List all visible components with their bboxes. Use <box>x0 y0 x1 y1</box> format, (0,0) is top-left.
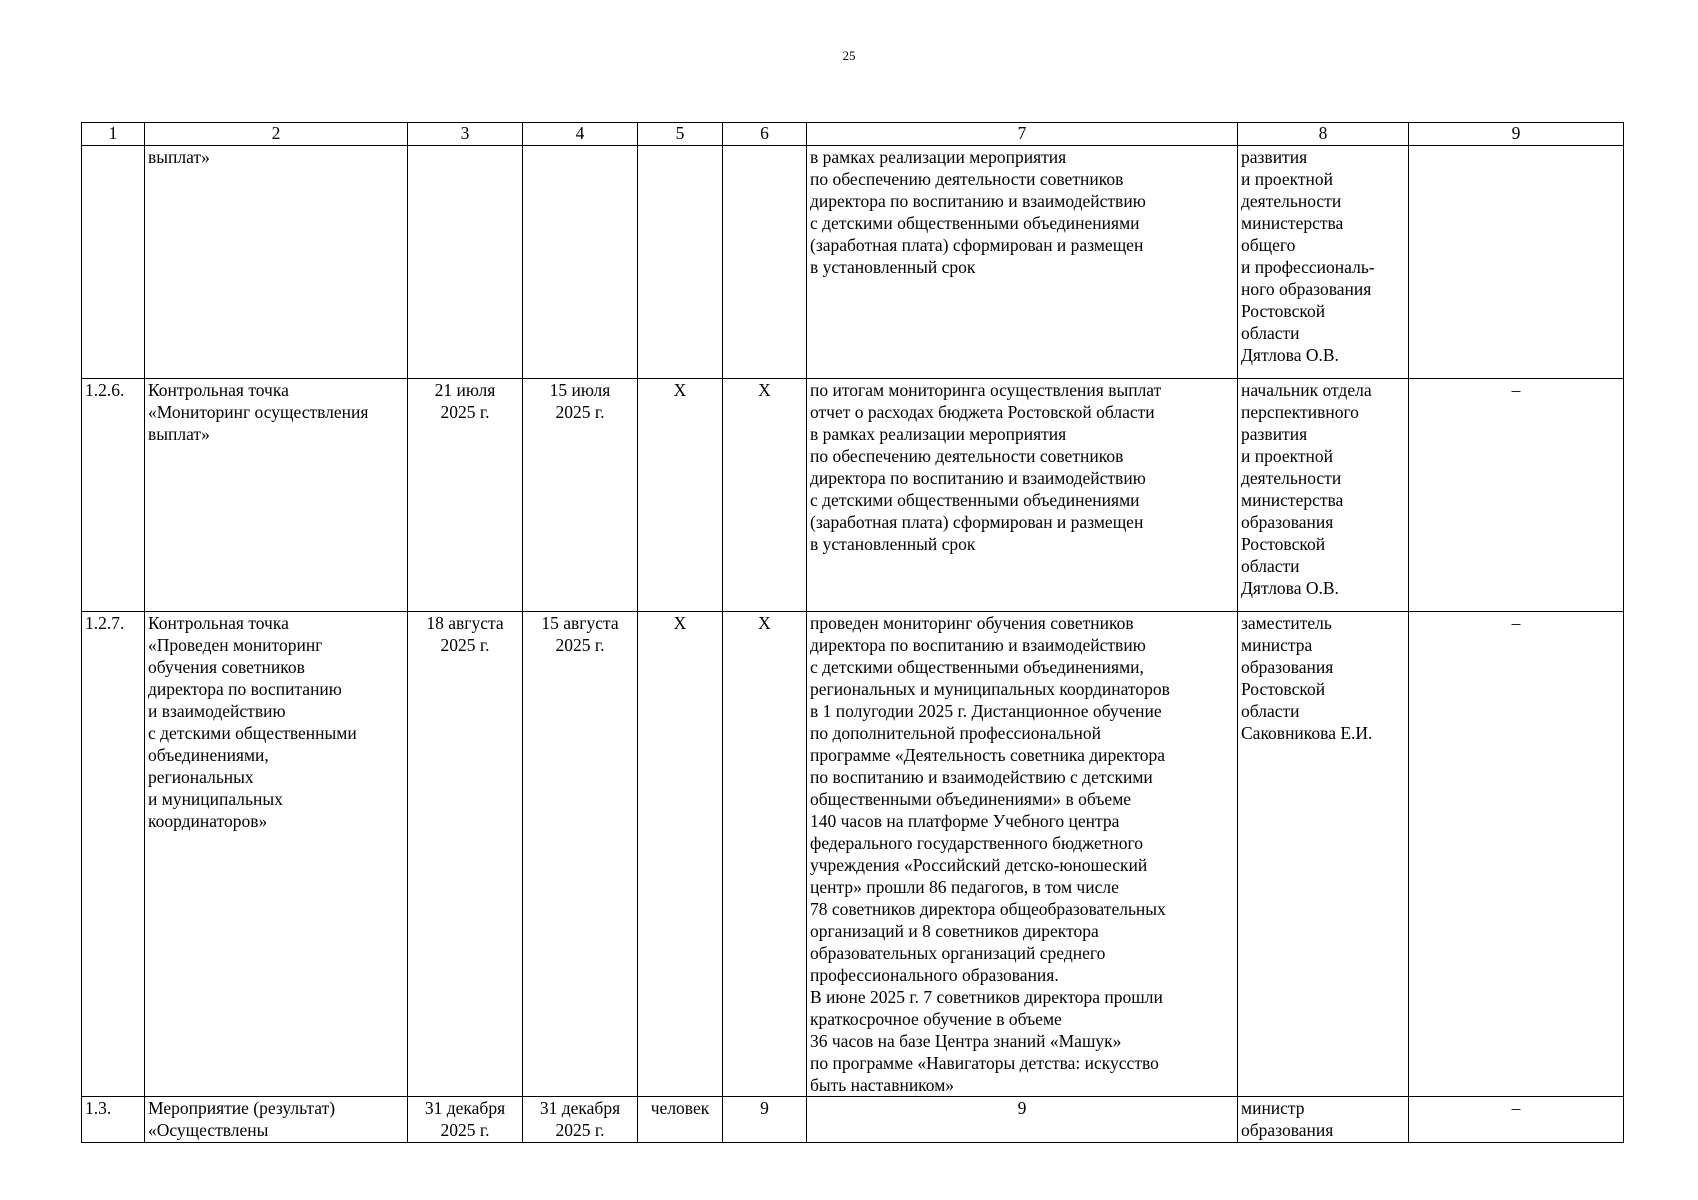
column-header: 6 <box>723 123 807 146</box>
column-header-row <box>82 123 1624 146</box>
actual-date-cell: 15 июля 2025 г. <box>523 379 638 612</box>
column-header: 2 <box>145 123 408 146</box>
note-cell: – <box>1409 1097 1624 1143</box>
item-name-cell: выплат» <box>145 146 408 379</box>
column-header: 4 <box>523 123 638 146</box>
unit-cell <box>638 146 723 379</box>
note-cell: – <box>1409 379 1624 612</box>
report-table <box>81 122 1624 1143</box>
value-cell: X <box>723 379 807 612</box>
value-cell: 9 <box>723 1097 807 1143</box>
actual-date-cell: 31 декабря 2025 г. <box>523 1097 638 1143</box>
unit-cell: человек <box>638 1097 723 1143</box>
row-number-cell: 1.3. <box>82 1097 145 1143</box>
value-cell: X <box>723 612 807 1097</box>
table-row <box>82 379 1624 612</box>
column-header: 3 <box>408 123 523 146</box>
column-header: 9 <box>1409 123 1624 146</box>
row-number-cell <box>82 146 145 379</box>
page-number: 25 <box>842 48 856 63</box>
actual-date-cell <box>523 146 638 379</box>
result-cell: по итогам мониторинга осуществления выплат отчет о расходах бюджета Ростовской области в рамках реализации мероприятия по обеспечению деятельности советников директора по воспитанию и взаимодействию с детскими общественными объединениями (заработная плата) сформирован и размещен в установленный срок <box>807 379 1238 612</box>
planned-date-cell: 31 декабря 2025 г. <box>408 1097 523 1143</box>
unit-cell: X <box>638 612 723 1097</box>
value-cell <box>723 146 807 379</box>
column-header: 7 <box>807 123 1238 146</box>
planned-date-cell: 21 июля 2025 г. <box>408 379 523 612</box>
note-cell <box>1409 146 1624 379</box>
unit-cell: X <box>638 379 723 612</box>
result-cell: в рамках реализации мероприятия по обеспечению деятельности советников директора по воспитанию и взаимодействию с детскими общественными объединениями (заработная плата) сформирован и размещен в установленный срок <box>807 146 1238 379</box>
responsible-cell: министр образования <box>1238 1097 1409 1143</box>
item-name-cell: Контрольная точка «Проведен мониторинг обучения советников директора по воспитанию и взаимодействию с детскими общественными объединениями, региональных и муниципальных координаторов» <box>145 612 408 1097</box>
planned-date-cell: 18 августа 2025 г. <box>408 612 523 1097</box>
row-number-cell: 1.2.7. <box>82 612 145 1097</box>
column-header: 1 <box>82 123 145 146</box>
item-name-cell: Мероприятие (результат) «Осуществлены <box>145 1097 408 1143</box>
table-row <box>82 612 1624 1097</box>
responsible-cell: заместитель министра образования Ростовской области Саковникова Е.И. <box>1238 612 1409 1097</box>
actual-date-cell: 15 августа 2025 г. <box>523 612 638 1097</box>
result-cell: проведен мониторинг обучения советников директора по воспитанию и взаимодействию с детскими общественными объединениями, региональных и муниципальных координаторов в 1 полугодии 2025 г. Дистанционное обучение по дополнительной профессиональной программе «Деятельность советника директора по воспитанию и взаимодействию с детскими общественными объединениями» в объеме 140 часов на платформе Учебного центра федерального государственного бюджетного учреждения «Российский детско-юношеский центр» прошли 86 педагогов, в том числе 78 советников директора общеобразовательных организаций и 8 советников директора образовательных организаций среднего профессионального образования. В июне 2025 г. 7 советников директора прошли краткосрочное обучение в объеме 36 часов на базе Центра знаний «Машук» по программе «Навигаторы детства: искусство быть наставником» <box>807 612 1238 1097</box>
result-cell: 9 <box>807 1097 1238 1143</box>
row-number-cell: 1.2.6. <box>82 379 145 612</box>
planned-date-cell <box>408 146 523 379</box>
column-header: 8 <box>1238 123 1409 146</box>
responsible-cell: начальник отдела перспективного развития и проектной деятельности министерства образования Ростовской области Дятлова О.В. <box>1238 379 1409 612</box>
table-row <box>82 146 1624 379</box>
note-cell: – <box>1409 612 1624 1097</box>
column-header: 5 <box>638 123 723 146</box>
table-row <box>82 1097 1624 1143</box>
responsible-cell: развития и проектной деятельности министерства общего и профессиональ- ного образования Ростовской области Дятлова О.В. <box>1238 146 1409 379</box>
item-name-cell: Контрольная точка «Мониторинг осуществления выплат» <box>145 379 408 612</box>
